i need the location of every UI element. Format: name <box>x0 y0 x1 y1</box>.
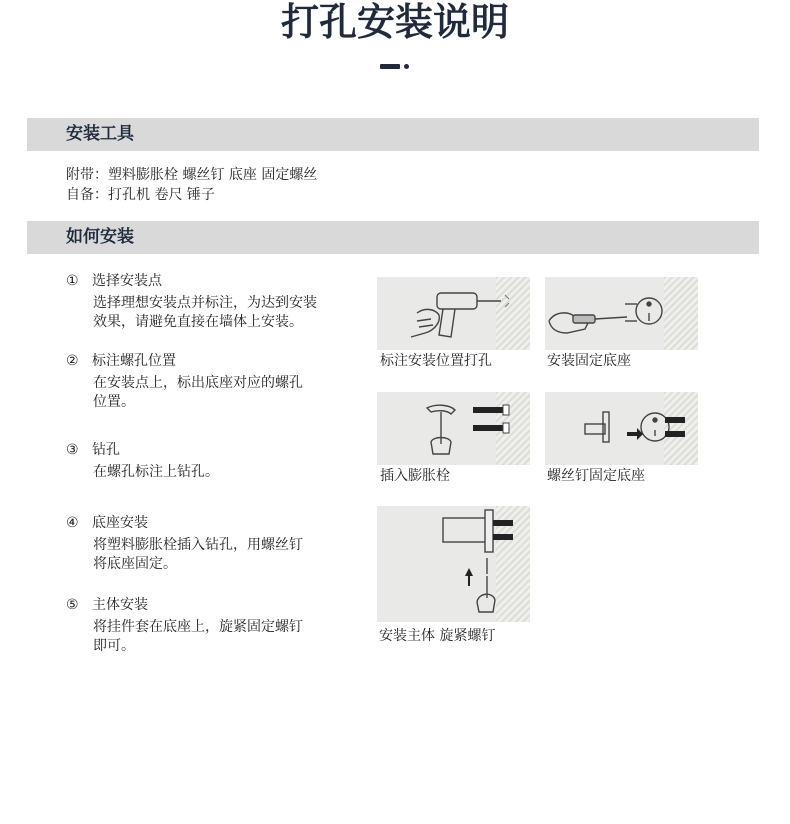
title-decoration <box>380 64 412 70</box>
step-number: ② <box>66 353 79 369</box>
tools-self-prepared: 自备：打孔机 卷尺 锤子 <box>66 187 215 203</box>
title-dash <box>380 64 400 69</box>
base-screw-icon <box>545 392 698 465</box>
hammer-anchor-icon <box>377 392 530 465</box>
step-5 <box>66 595 356 656</box>
step-1 <box>66 271 356 332</box>
drill-icon <box>377 277 530 350</box>
step-number: ③ <box>66 442 79 458</box>
tools-included: 附带：塑料膨胀栓 螺丝钉 底座 固定螺丝 <box>66 167 318 183</box>
install-section-header <box>27 221 759 254</box>
step-2 <box>66 351 356 412</box>
step-3 <box>66 440 356 482</box>
screwdriver-base-icon <box>545 277 698 350</box>
step-body: 在螺孔标注上钻孔。 <box>93 464 219 480</box>
step-body: 将塑料膨胀栓插入钻孔，用螺丝钉 将底座固定。 <box>93 537 303 572</box>
step-number: ④ <box>66 515 79 531</box>
illustration-base-screw <box>545 392 698 465</box>
page-title: 打孔安装说明 <box>280 0 509 44</box>
step-body: 在安装点上，标出底座对应的螺孔 位置。 <box>93 375 303 410</box>
illustration-hammer <box>377 392 530 465</box>
step-number: ① <box>66 273 79 289</box>
step-title: 主体安装 <box>92 597 148 613</box>
step-body: 将挂件套在底座上，旋紧固定螺钉 即可。 <box>93 619 303 654</box>
illustration-hook-mount <box>377 506 530 622</box>
illustration-screwdriver <box>545 277 698 350</box>
illustration-caption: 安装主体 旋紧螺钉 <box>379 628 496 644</box>
step-title: 钻孔 <box>92 442 120 458</box>
illustration-caption: 安装固定底座 <box>547 353 631 369</box>
illustration-drill <box>377 277 530 350</box>
install-heading: 如何安装 <box>66 227 134 247</box>
illustration-caption: 标注安装位置打孔 <box>380 353 492 369</box>
tools-section-header <box>27 118 759 151</box>
step-body: 选择理想安装点并标注，为达到安装 效果，请避免直接在墙体上安装。 <box>93 295 317 330</box>
tools-heading: 安装工具 <box>66 124 134 144</box>
illustration-caption: 螺丝钉固定底座 <box>547 468 645 484</box>
step-title: 选择安装点 <box>92 273 162 289</box>
illustration-caption: 插入膨胀栓 <box>380 468 450 484</box>
step-title: 标注螺孔位置 <box>92 353 176 369</box>
step-number: ⑤ <box>66 597 79 613</box>
step-4 <box>66 513 356 574</box>
hook-mount-icon <box>377 506 530 622</box>
title-dot <box>404 64 409 69</box>
step-title: 底座安装 <box>92 515 148 531</box>
